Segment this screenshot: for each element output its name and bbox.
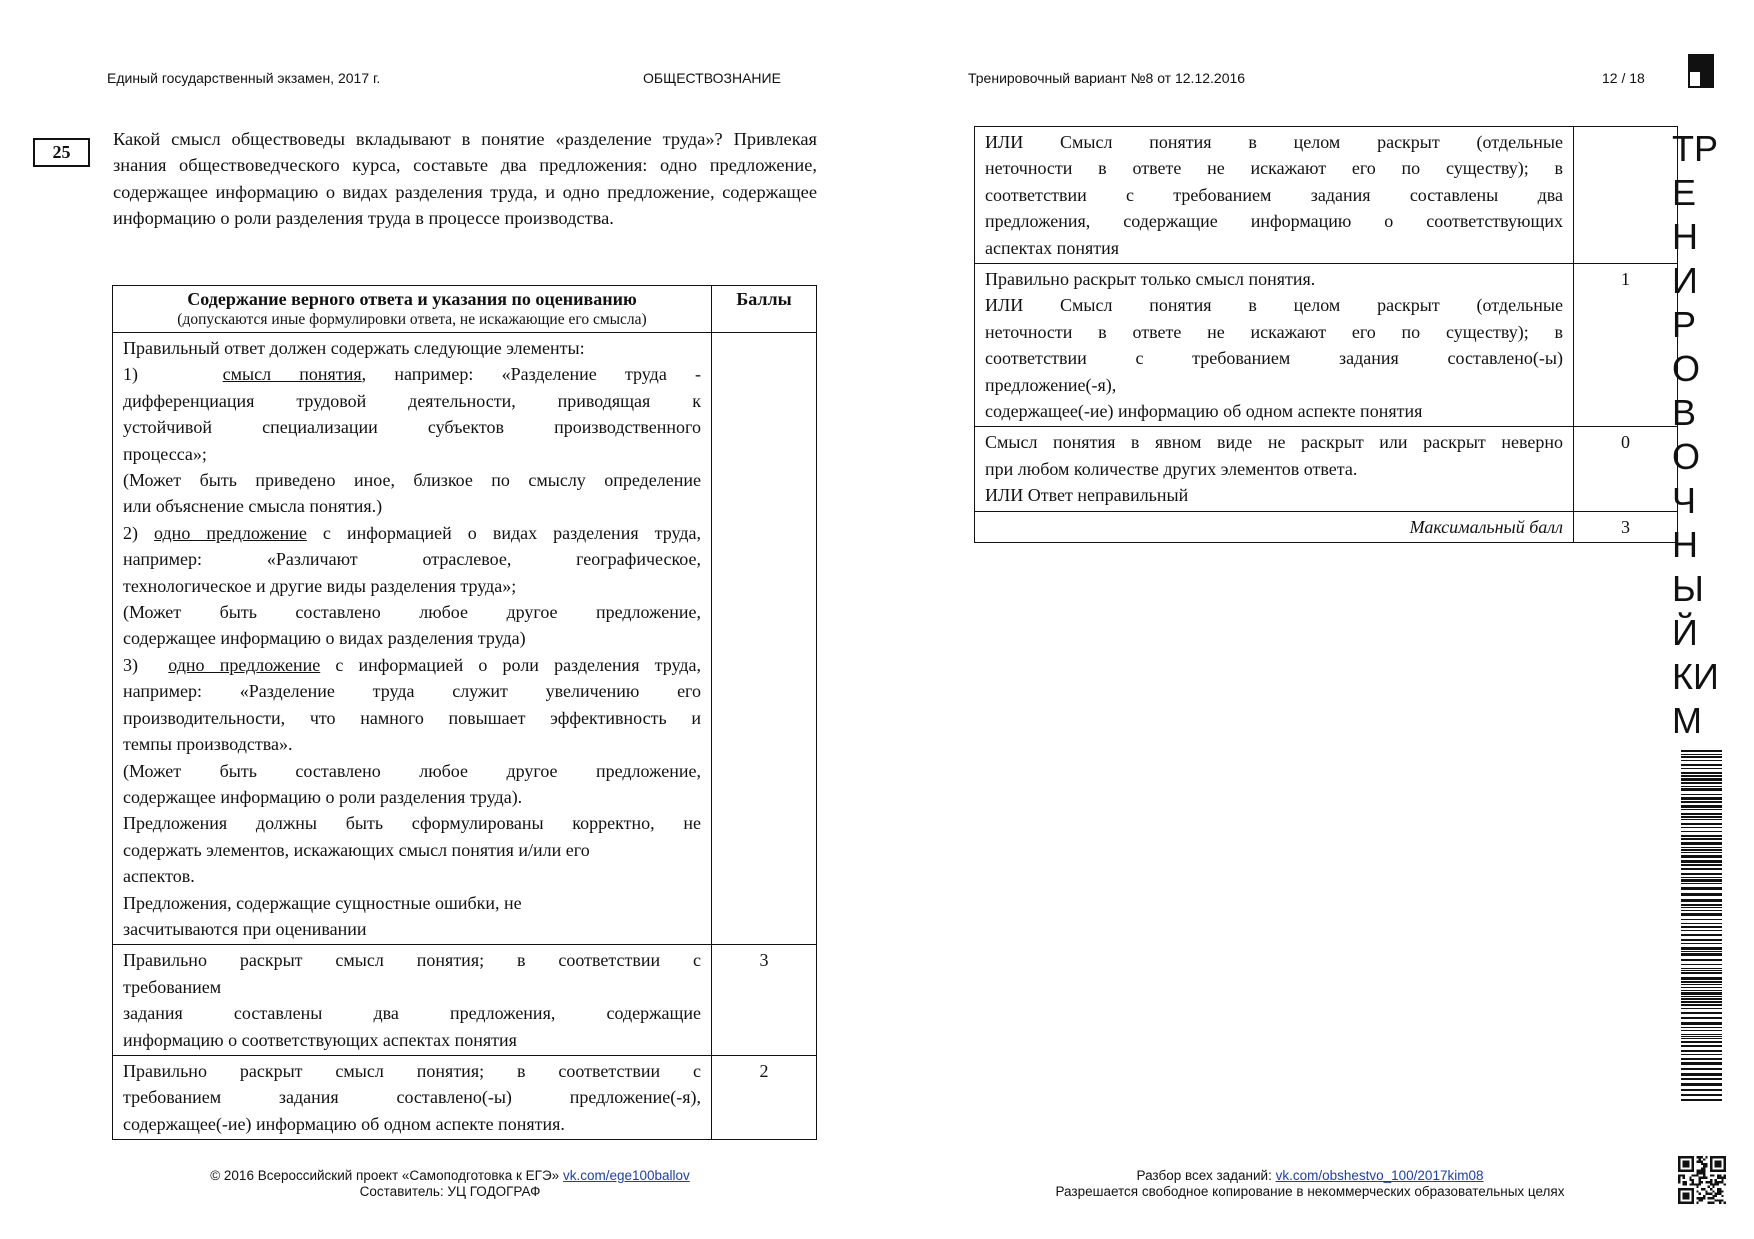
exam-logo-icon xyxy=(1687,54,1715,88)
footer-right-license: Разрешается свободное копирование в некоммерческих образовательных целях xyxy=(1055,1184,1565,1199)
item1-note-b: или объяснение смысла понятия.) xyxy=(123,496,383,517)
side-letter: Ч xyxy=(1672,480,1696,521)
rule1-line-a: Предложения должны быть сформулированы корректно, не xyxy=(123,813,701,834)
scoring-table-right xyxy=(974,126,1678,543)
item2-text: с информацией о видах разделения труда, xyxy=(306,522,702,543)
r1-line-e: аспектах понятия xyxy=(985,237,1120,258)
content-header-subtitle: (допускаются иные формулировки ответа, не искажающие его смысла) xyxy=(177,311,647,328)
score-2-row xyxy=(113,1055,817,1139)
rule2-line-a: Предложения, содержащие сущностные ошибки, не xyxy=(123,892,522,913)
item2-number: 2) xyxy=(123,522,138,543)
header-exam-title: Единый государственный экзамен, 2017 г. xyxy=(107,70,381,86)
rule1-line-c: аспектов. xyxy=(123,866,195,887)
item3-underlined: одно предложение xyxy=(168,654,321,675)
r2-line-e: предложение(-я), xyxy=(985,374,1117,395)
item2-note-a: (Может быть составлено любое другое предложение, xyxy=(123,602,701,623)
max-score-row xyxy=(975,511,1678,542)
answer-elements-cell xyxy=(113,333,712,945)
footer-right-label: Разбор всех заданий: xyxy=(1136,1168,1272,1183)
footer-right xyxy=(1010,1168,1610,1200)
item1-text: , например: «Разделение труда - xyxy=(361,364,702,385)
row3-line-a: Правильно раскрыт смысл понятия; в соответствии с xyxy=(123,950,701,971)
score-2-value: 2 xyxy=(712,1055,817,1139)
score-1-row xyxy=(975,264,1678,427)
footer-right-link[interactable]: vk.com/obshestvo_100/2017kim08 xyxy=(1275,1168,1484,1183)
side-watermark-text xyxy=(1672,127,1732,743)
side-letter: В xyxy=(1672,392,1697,433)
content-header-title: Содержание верного ответа и указания по оцениванию xyxy=(187,289,637,309)
item1-underlined: смысл понятия xyxy=(222,364,362,385)
item3-number: 3) xyxy=(123,654,138,675)
footer-left-copyright: © 2016 Всероссийский проект «Самоподготовка к ЕГЭ» xyxy=(210,1168,560,1183)
footer-left-author: Составитель: УЦ ГОДОГРАФ xyxy=(359,1184,541,1199)
score-3-value: 3 xyxy=(712,945,817,1056)
answer-elements-score xyxy=(712,333,817,945)
row2-line-c: содержащее(-ие) информацию об одном аспекте понятия. xyxy=(123,1113,565,1134)
score-3-row xyxy=(113,945,817,1056)
side-letter: И xyxy=(1672,260,1698,301)
row2-line-b: требованием задания составлено(-ы) предложение(-я), xyxy=(123,1087,701,1108)
footer-left xyxy=(150,1168,750,1200)
score-0-row xyxy=(975,427,1678,511)
side-letter: М xyxy=(1672,700,1702,741)
side-letter: Е xyxy=(1672,172,1697,213)
footer-left-link[interactable]: vk.com/ege100ballov xyxy=(562,1168,690,1183)
r2-line-f: содержащее(-ие) информацию об одном аспекте понятия xyxy=(985,401,1423,422)
question-number: 25 xyxy=(33,138,90,167)
row2-line-a: Правильно раскрыт смысл понятия; в соответствии с xyxy=(123,1060,701,1081)
item1-line-c: устойчивой специализации субъектов производственного xyxy=(123,417,701,438)
r1-line-b: неточности в ответе не искажают его по существу); в xyxy=(985,158,1563,179)
side-letter: Й xyxy=(1672,612,1698,653)
score-0-value: 0 xyxy=(1574,427,1678,511)
r3-line-c: ИЛИ Ответ неправильный xyxy=(985,485,1189,506)
score-2-alt-value xyxy=(1574,127,1678,264)
item2-line-c: технологическое и другие виды разделения труда»; xyxy=(123,575,517,596)
side-letter: Н xyxy=(1672,524,1698,565)
side-letter: Р xyxy=(1672,304,1697,345)
page-number: 12 / 18 xyxy=(1602,70,1645,86)
rule2-line-b: засчитываются при оценивании xyxy=(123,918,367,939)
score-1-value: 1 xyxy=(1574,264,1678,427)
row3-line-b: требованием xyxy=(123,976,222,997)
max-score-label: Максимальный балл xyxy=(975,511,1574,542)
item1-line-b: дифференциация трудовой деятельности, приводящая к xyxy=(123,390,701,411)
score-2-alt-criteria xyxy=(975,127,1574,264)
r1-line-a: ИЛИ Смысл понятия в целом раскрыт (отдельные xyxy=(985,132,1563,152)
barcode-icon xyxy=(1681,750,1722,1102)
r2-line-d: соответствии с требованием задания составлено(-ы) xyxy=(985,348,1563,369)
score-header: Баллы xyxy=(712,286,817,333)
side-letter: Н xyxy=(1672,216,1698,257)
scoring-table-left xyxy=(112,285,817,1140)
table-header-row xyxy=(113,286,817,333)
item2-note-b: содержащее информацию о видах разделения труда) xyxy=(123,628,526,649)
item2-line-b: например: «Различают отраслевое, географическое, xyxy=(123,549,701,570)
score-0-criteria xyxy=(975,427,1574,511)
item3-line-d: темпы производства». xyxy=(123,734,293,755)
item3-text: с информацией о роли разделения труда, xyxy=(320,654,702,675)
side-letter: О xyxy=(1672,348,1701,389)
r1-line-d: предложения, содержащие информацию о соответствующих xyxy=(985,211,1563,232)
content-header xyxy=(113,286,712,333)
side-letter: О xyxy=(1672,436,1701,477)
side-letter: Ы xyxy=(1672,568,1704,609)
qr-code-icon xyxy=(1678,1156,1726,1204)
row3-line-c: задания составлены два предложения, содержащие xyxy=(123,1003,701,1024)
item1-number: 1) xyxy=(123,364,138,385)
item2-underlined: одно предложение xyxy=(154,522,307,543)
header-variant: Тренировочный вариант №8 от 12.12.2016 xyxy=(968,70,1246,86)
r1-line-c: соответствии с требованием задания составлены два xyxy=(985,184,1563,205)
row3-line-d: информацию о соответствующих аспектах понятия xyxy=(123,1029,517,1050)
item3-note-a: (Может быть составлено любое другое предложение, xyxy=(123,760,701,781)
side-letter: ТР xyxy=(1672,128,1719,169)
r3-line-b: при любом количестве других элементов ответа. xyxy=(985,458,1358,479)
item1-note-a: (Может быть приведено иное, близкое по смыслу определение xyxy=(123,470,701,491)
score-2-criteria xyxy=(113,1055,712,1139)
rule1-line-b: содержать элементов, искажающих смысл понятия и/или его xyxy=(123,839,590,860)
max-score-value: 3 xyxy=(1574,511,1678,542)
score-3-criteria xyxy=(113,945,712,1056)
answer-elements-row xyxy=(113,333,817,945)
item3-line-b: например: «Разделение труда служит увеличению его xyxy=(123,681,701,702)
score-2-alt-row xyxy=(975,127,1678,264)
answer-intro: Правильный ответ должен содержать следующие элементы: xyxy=(123,338,585,358)
score-1-criteria xyxy=(975,264,1574,427)
side-letter: КИ xyxy=(1672,656,1719,697)
r2-line-a: Правильно раскрыт только смысл понятия. xyxy=(985,269,1316,290)
item1-line-d: процесса»; xyxy=(123,443,207,464)
header-subject: ОБЩЕСТВОЗНАНИЕ xyxy=(643,70,781,86)
item3-note-b: содержащее информацию о роли разделения труда). xyxy=(123,786,523,807)
item3-line-c: производительности, что намного повышает эффективность и xyxy=(123,707,701,728)
r2-line-b: ИЛИ Смысл понятия в целом раскрыт (отдельные xyxy=(985,295,1563,316)
r3-line-a: Смысл понятия в явном виде не раскрыт или раскрыт неверно xyxy=(985,432,1563,453)
question-text: Какой смысл обществоведы вкладывают в понятие «разделение труда»? Привлекая знания обществоведческого курса, составьте два предложения: одно предложение, содержащее информацию о видах разделения труда, и одно предложение, содержащее информацию о роли разделения труда в процессе производства. xyxy=(113,129,817,229)
r2-line-c: неточности в ответе не искажают его по существу); в xyxy=(985,321,1563,342)
